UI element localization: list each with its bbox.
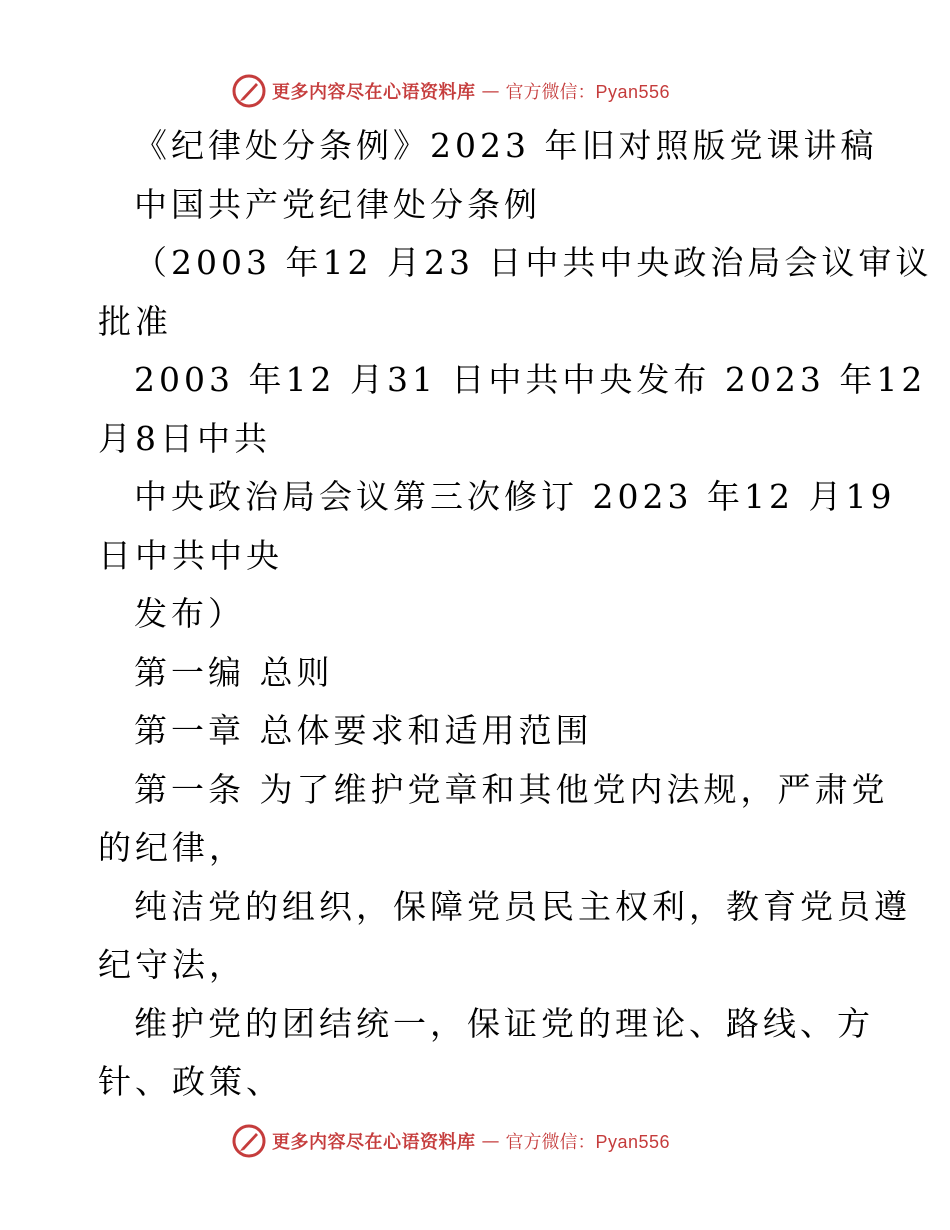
doc-line: （2003 年12 月23 日中共中央政治局会议审议 — [134, 243, 933, 282]
banner-account: Pyan556 — [595, 82, 671, 102]
doc-line: 发布） — [134, 594, 245, 633]
banner-dash: — — [481, 80, 500, 102]
doc-line: 中央政治局会议第三次修订 2023 年12 月19 — [134, 477, 896, 516]
footer-watermark — [232, 1121, 670, 1161]
doc-line: 纪守法， — [98, 945, 246, 984]
banner-wechat — [506, 1128, 671, 1154]
doc-heading-chapter: 第一章 总体要求和适用范围 — [134, 711, 593, 750]
banner-brand-text: 更多内容尽在心语资料库 — [272, 1132, 476, 1153]
banner-wechat-label: 官方微信： — [505, 1132, 596, 1153]
doc-line: 2003 年12 月31 日中共中央发布 2023 年12 — [134, 360, 927, 399]
doc-line: 批准 — [98, 302, 172, 341]
pen-logo-icon — [232, 1124, 266, 1158]
doc-line: 纯洁党的组织，保障党员民主权利，教育党员遵 — [134, 887, 911, 926]
doc-line: 维护党的团结统一，保证党的理论、路线、方 — [134, 1004, 874, 1043]
banner-brand-text: 更多内容尽在心语资料库 — [272, 82, 476, 103]
doc-line: 的纪律， — [98, 828, 246, 867]
doc-heading-part: 第一编 总则 — [134, 653, 334, 692]
banner-dash: — — [481, 1130, 500, 1152]
doc-line: 针、政策、 — [98, 1062, 283, 1101]
doc-article-line: 第一条 为了维护党章和其他党内法规，严肃党 — [134, 770, 889, 809]
doc-line: 月8日中共 — [98, 419, 271, 458]
doc-line: 日中共中央 — [98, 536, 283, 575]
banner-wechat-label: 官方微信： — [505, 82, 596, 103]
doc-title-line: 《纪律处分条例》2023 年旧对照版党课讲稿 — [134, 126, 878, 165]
banner-account: Pyan556 — [595, 1132, 671, 1152]
doc-line: 中国共产党纪律处分条例 — [134, 185, 541, 224]
